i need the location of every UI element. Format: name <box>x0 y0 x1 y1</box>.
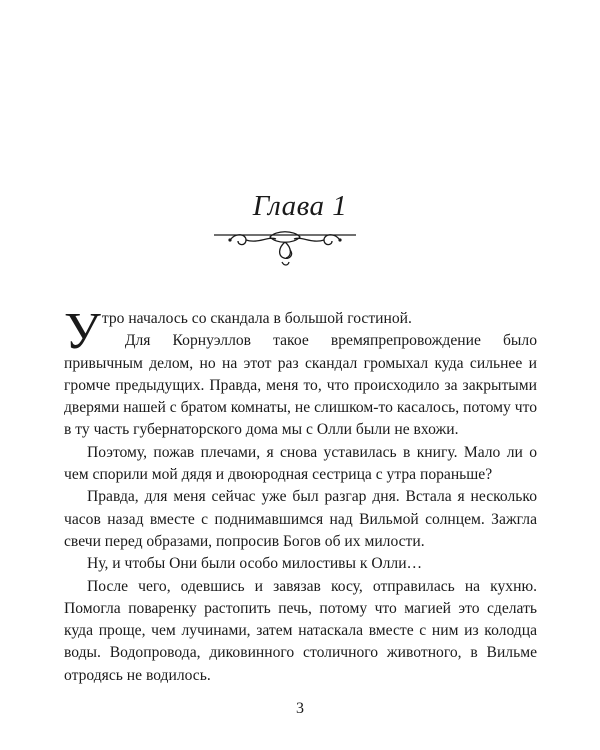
paragraph-4: Правда, для меня сейчас уже был разгар дня. Встала я несколько часов назад вместе с поднимавшимся над Вильмой солнцем. Зажгла свечи перед образами, попросив Богов об их милости. <box>64 488 537 550</box>
paragraph-5: Ну, и чтобы Они были особо милостивы к Олли… <box>87 555 423 573</box>
chapter-text <box>64 303 537 687</box>
chapter-title: Глава 1 <box>252 190 348 222</box>
paragraph-3: Поэтому, пожав плечами, я снова уставилась в книгу. Мало ли о чем спорили мой дядя и двоюродная сестрица с утра пораньше? <box>64 443 537 484</box>
paragraph-2: Для Корнуэллов такое времяпрепровождение было привычным делом, но на этот раз скандал громыхал куда сильнее и громче предыдущих. Правда, меня то, что происходило за закрытыми дверями нашей с братом комнаты, не слишком-то касалось, потому что в ту часть губернаторского дома мы с Олли были не вхожи. <box>64 332 537 439</box>
paragraph-6: После чего, одевшись и завязав косу, отправилась на кухню. Помогла поваренку растопить печь, потому что магией это сделать куда проще, чем лучинами, затем натаскала вместе с ним из колодца воды. Водопровода, диковинного столичного животного, в Вильме отродясь не водилось. <box>64 577 537 684</box>
paragraph-1-text: тро началось со скандала в большой гостиной. <box>101 310 412 327</box>
flourish-divider-icon <box>214 226 356 268</box>
page-number: 3 <box>296 700 304 717</box>
paragraph-1 <box>64 303 537 360</box>
drop-cap: У <box>64 303 101 360</box>
